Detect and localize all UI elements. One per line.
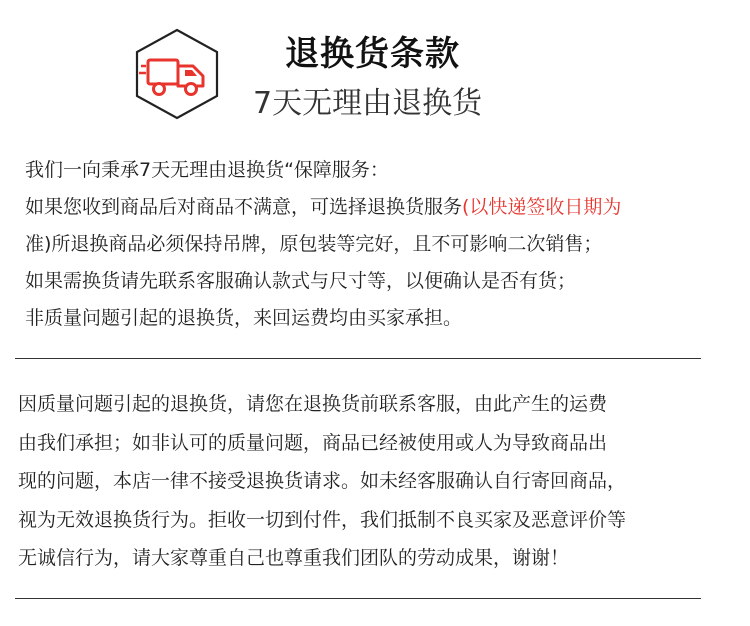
delivery-truck-icon	[135, 28, 219, 120]
policy-line	[25, 189, 725, 226]
policy-line: 如果需换货请先联系客服确认款式与尺寸等，以便确认是否有货；	[25, 270, 577, 292]
divider	[15, 358, 701, 359]
policy-section	[25, 152, 725, 337]
notice-line: 视为无效退换货行为。拒收一切到付件，我们抵制不良买家及恶意评价等	[18, 508, 627, 531]
notice-line: 由我们承担；如非认可的质量问题，商品已经被使用或人为导致商品出	[18, 431, 608, 454]
policy-line: 我们一向秉承7天无理由退换货“保障服务：	[25, 159, 389, 181]
page-title: 退换货条款	[285, 34, 460, 74]
notice-section	[18, 385, 728, 578]
policy-text: 如果您收到商品后对商品不满意，可选择退换货服务	[25, 196, 463, 218]
notice-line: 无诚信行为，请大家尊重自己也尊重我们团队的劳动成果，谢谢！	[18, 547, 570, 569]
policy-line: 非质量问题引起的退换货，来回运费均由买家承担。	[25, 307, 463, 329]
page-subtitle: 7天无理由退换货	[253, 86, 483, 121]
notice-line: 因质量问题引起的退换货，请您在退换货前联系客服，由此产生的运费	[18, 393, 608, 415]
notice-line: 现的问题，本店一律不接受退换货请求。如未经客服确认自行寄回商品，	[18, 470, 627, 492]
policy-highlight-line: 准)所退换商品必须保持吊牌，原包装等完好，且不可影响二次销售；	[25, 233, 603, 255]
divider	[15, 598, 701, 599]
header	[0, 0, 750, 130]
policy-highlight: (以快递签收日期为	[462, 196, 622, 218]
